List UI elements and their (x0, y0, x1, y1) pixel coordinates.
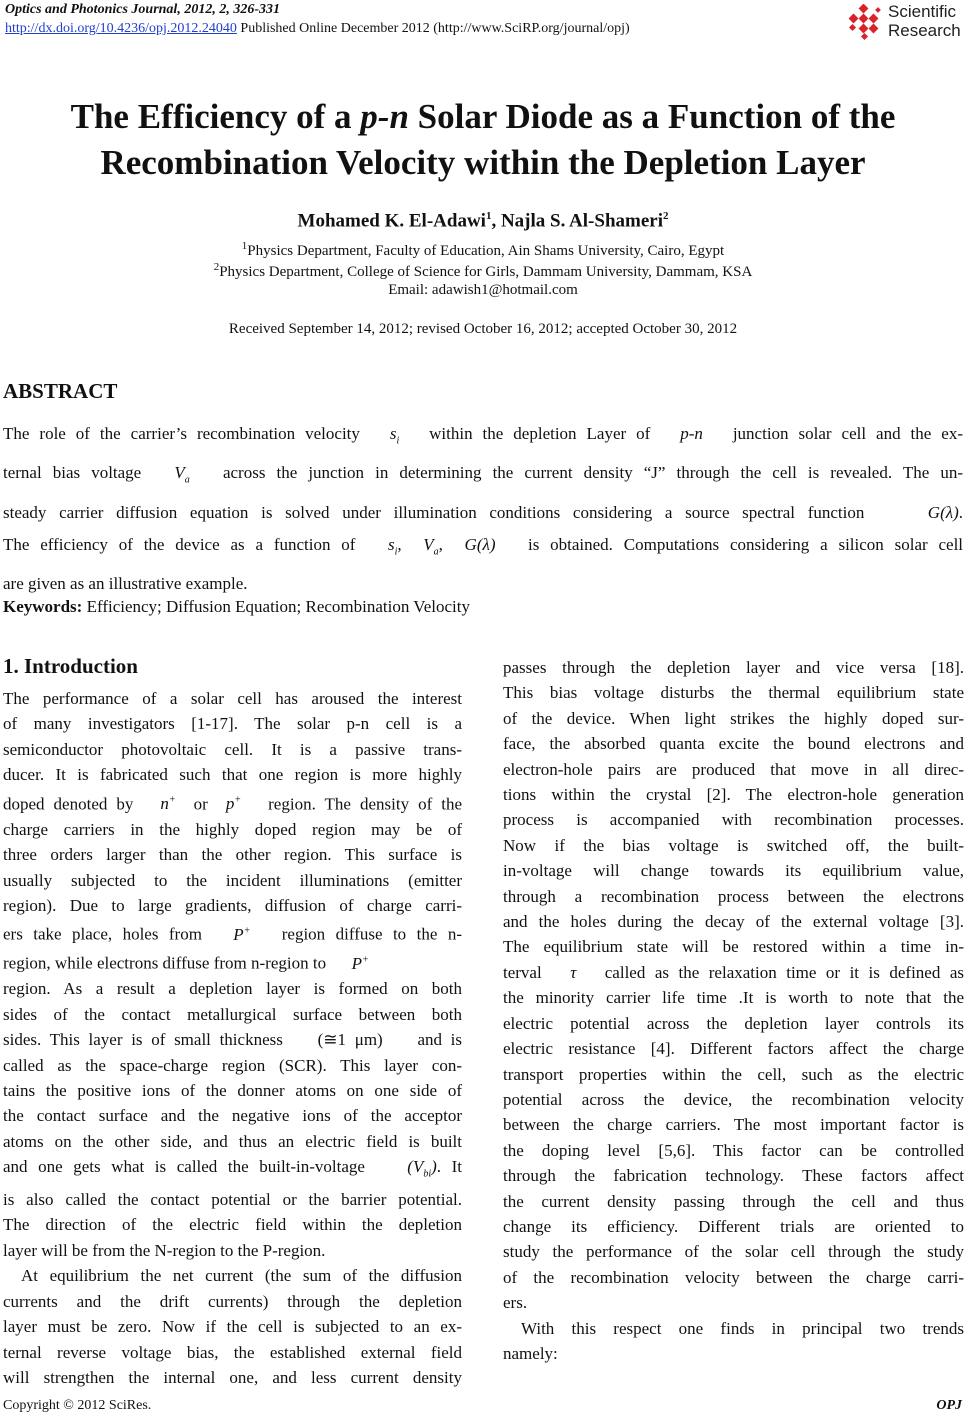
abstract-line-5: are given as an illustrative example. (3, 574, 248, 594)
abstract-line-1 (3, 418, 963, 457)
body-line: through a recombination process between the electrons (503, 886, 964, 906)
abstract-text: ternal bias voltage (3, 463, 142, 483)
body-line: sides of the contact metallurgical surface between both (3, 1004, 462, 1024)
affiliation-2-text: Physics Department, College of Science for Girls, Dammam University, Dammam, KSA (219, 264, 753, 280)
body-line: usually subjected to the incident illuminations (emitter (3, 870, 462, 890)
body-line: ers take place, holes from P+ region diffuse to the n- (3, 924, 462, 944)
affiliation-1-sup: 1 (241, 240, 248, 252)
body-line: ternal reverse voltage bias, the established external field (3, 1342, 462, 1362)
abstract-line-3 (3, 497, 963, 529)
section-heading-introduction: 1. Introduction (3, 654, 138, 678)
authors (0, 210, 966, 232)
email: Email: adawish1@hotmail.com (388, 282, 578, 298)
math-si: $s_i$ (387, 534, 398, 558)
body-line: region, while electrons diffuse from n-region to P+ (3, 954, 369, 974)
body-line: atoms on the other side, and thus an electric field is built (3, 1131, 462, 1151)
affiliation-1-text: Physics Department, Faculty of Education, Ain Shams University, Cairo, Egypt (247, 243, 725, 259)
body-line: between the charge carriers. The most important factor is (503, 1115, 964, 1135)
abstract-line-2 (3, 457, 963, 496)
body-line: face, the absorbed quanta excite the bound electrons and (503, 734, 964, 754)
body-line: At equilibrium the net current (the sum of the diffusion (21, 1266, 462, 1286)
journal-abbreviation: OPJ (936, 1398, 962, 1413)
abstract-text: The efficiency of the device as a function of (3, 534, 356, 554)
logo-text (888, 2, 961, 40)
abstract-heading: ABSTRACT (3, 379, 118, 403)
received-dates: Received September 14, 2012; revised October 16, 2012; accepted October 30, 2012 (228, 321, 738, 337)
abstract-text: junction solar cell and the ex- (732, 424, 964, 443)
body-line: ers. (503, 1293, 528, 1313)
math-si: $s_i$ (389, 424, 400, 447)
paper-title (0, 94, 966, 186)
author-separator: , (491, 210, 501, 232)
published-online: Published Online December 2012 (http://www.SciRP.org/journal/opj) (236, 21, 630, 36)
abstract-line-4: The efficiency of the device as a function of $s_i$, $V_a$, G(λ) is obtained. Computations considering a silicon solar cell (3, 534, 964, 558)
math-P-plus: P+ (233, 924, 251, 944)
copyright: Copyright © 2012 SciRes. (3, 1398, 152, 1413)
title-pn: p-n (360, 97, 409, 136)
abstract-text: The role of the carrier’s recombination velocity (3, 424, 360, 443)
body-line: study the performance of the solar cell through the study (503, 1242, 964, 1262)
affiliation-2-sup: 2 (213, 261, 220, 273)
math-pn: p-n (680, 424, 703, 443)
body-line: doped denoted by n+ or p+ region. The density of the (3, 794, 463, 814)
keywords-label: Keywords: (3, 597, 83, 616)
body-line: is also called the contact potential or the barrier potential. (3, 1190, 462, 1210)
left-column (3, 652, 462, 1390)
math-thickness: (≅1 μm) (317, 1030, 383, 1050)
title-post: Solar Diode as a Function of the (408, 97, 896, 136)
journal-name: Optics and Photonics Journal (5, 2, 178, 17)
body-line: the doping level [5,6]. This factor can be controlled (503, 1140, 964, 1160)
math-n-plus: n+ (160, 794, 176, 814)
math-g-lambda: G(λ) (464, 534, 496, 554)
abstract-text: steady carrier diffusion equation is solved under illumination conditions considering a source spectral function (3, 502, 865, 522)
math-tau: τ (570, 962, 577, 982)
keywords-text: Efficiency; Diffusion Equation; Recombination Velocity (82, 597, 470, 616)
body-line: namely: (503, 1343, 558, 1363)
body-line: ducer. It is fabricated such that one region is more highly (3, 765, 462, 785)
body-line: through the fabrication technology. These factors affect (503, 1166, 964, 1186)
body-line: electric potential across the depletion layer controls its (503, 1013, 964, 1033)
body-line: potential across the device, the recombination velocity (503, 1089, 964, 1109)
doi-link[interactable]: http://dx.doi.org/10.4236/opj.2012.24040 (5, 21, 237, 36)
right-column (503, 655, 964, 1366)
body-line: The direction of the electric field within the depletion (3, 1215, 462, 1235)
author-1: Mohamed K. El-Adawi (297, 210, 486, 232)
logo-line-1: Scientific (888, 2, 957, 21)
body-line: in-voltage will change towards its equilibrium value, (503, 861, 964, 881)
title-line-2: Recombination Velocity within the Depletion Layer (100, 143, 866, 182)
body-line: the minority carrier life time .It is worth to note that the (503, 988, 964, 1008)
body-line: electron-hole pairs are produced that move in all direc- (503, 759, 964, 779)
math-g-lambda: G(λ) (927, 502, 959, 522)
body-line: change its efficiency. Different trials are oriented to (503, 1216, 964, 1236)
body-line: tains the positive ions of the donner atoms on one side of (3, 1081, 462, 1101)
abstract-text: within the depletion Layer of (429, 424, 651, 443)
body-line: layer will be from the N-region to the P-region. (3, 1240, 326, 1260)
body-line: region. As a result a depletion layer is formed on both (3, 979, 462, 999)
body-line: and one gets what is called the built-in-voltage $(V_{bi})$. It (3, 1157, 463, 1180)
logo-mark-icon (846, 4, 886, 42)
body-line: process is accompanied with recombination processes. (503, 810, 964, 830)
abstract-body (3, 418, 963, 600)
body-line: charge carriers in the highly doped region may be of (3, 819, 462, 839)
body-line: The performance of a solar cell has aroused the interest (3, 689, 462, 708)
math-P-plus: P+ (351, 954, 369, 974)
body-line: and the holes during the decay of the external voltage [3]. (503, 912, 964, 932)
body-line: the contact surface and the negative ions of the acceptor (3, 1106, 462, 1126)
body-line: Now if the bias voltage is switched off, the built- (503, 835, 964, 855)
keywords (3, 597, 470, 617)
body-line: three orders larger than the other region. This surface is (3, 845, 462, 865)
math-vbi: $(V_{bi})$ (407, 1157, 437, 1180)
body-line: the current density passing through the cell and thus (503, 1191, 964, 1211)
body-line: electric resistance [4]. Different factors affect the charge (503, 1039, 964, 1059)
title-line-1 (0, 94, 966, 140)
abstract-text: . (958, 502, 964, 522)
title-pre: The Efficiency of a (70, 97, 361, 136)
body-line: currents and the drift currents) through the depletion (3, 1291, 462, 1311)
journal-volume: , 2012, 2, 326-331 (177, 2, 280, 17)
math-p-plus: p+ (225, 794, 242, 814)
body-line: sides. This layer is of small thickness (≅1 μm) and is (3, 1030, 463, 1050)
math-va: $V_a$ (423, 534, 439, 558)
logo-line-2: Research (888, 21, 961, 40)
body-line: called as the space-charge region (SCR). This layer con- (3, 1055, 462, 1075)
doi-line (5, 21, 630, 37)
author-2: Najla S. Al-Shameri (500, 210, 663, 232)
body-line: passes through the depletion layer and vice versa [18]. (503, 658, 964, 677)
body-line: This bias voltage disturbs the thermal equilibrium state (503, 683, 964, 703)
body-line: The equilibrium state will be restored within a time in- (503, 937, 964, 957)
body-line: of the recombination velocity between the charge carri- (503, 1267, 964, 1287)
body-line: of many investigators [1-17]. The solar p-n cell is a (3, 714, 462, 734)
body-line: semiconductor photovoltaic cell. It is a passive trans- (3, 739, 462, 759)
abstract-text: across the junction in determining the current density “J” through the cell is revealed. The un- (222, 463, 963, 483)
body-line: will strengthen the internal one, and less current density (3, 1367, 462, 1387)
affiliation-2 (0, 261, 966, 281)
math-va: $V_a$ (174, 463, 190, 486)
body-line: terval τ called as the relaxation time or it is defined as (503, 962, 964, 982)
abstract-text: is obtained. Computations considering a silicon solar cell (527, 534, 964, 554)
author-1-sup: 1 (485, 210, 492, 222)
body-line: layer must be zero. Now if the cell is subjected to an ex- (3, 1317, 462, 1337)
scientific-research-logo (846, 0, 964, 46)
journal-citation (5, 2, 280, 18)
body-line: region). Due to large gradients, diffusion of charge carri- (3, 895, 462, 915)
body-line: of the device. When light strikes the highly doped sur- (503, 708, 964, 728)
body-line: transport properties within the cell, such as the electric (503, 1064, 964, 1084)
body-line: With this respect one finds in principal two trends (521, 1318, 964, 1338)
author-2-sup: 2 (662, 210, 669, 222)
affiliation-1 (0, 240, 966, 260)
body-line: tions within the crystal [2]. The electron-hole generation (503, 785, 964, 805)
